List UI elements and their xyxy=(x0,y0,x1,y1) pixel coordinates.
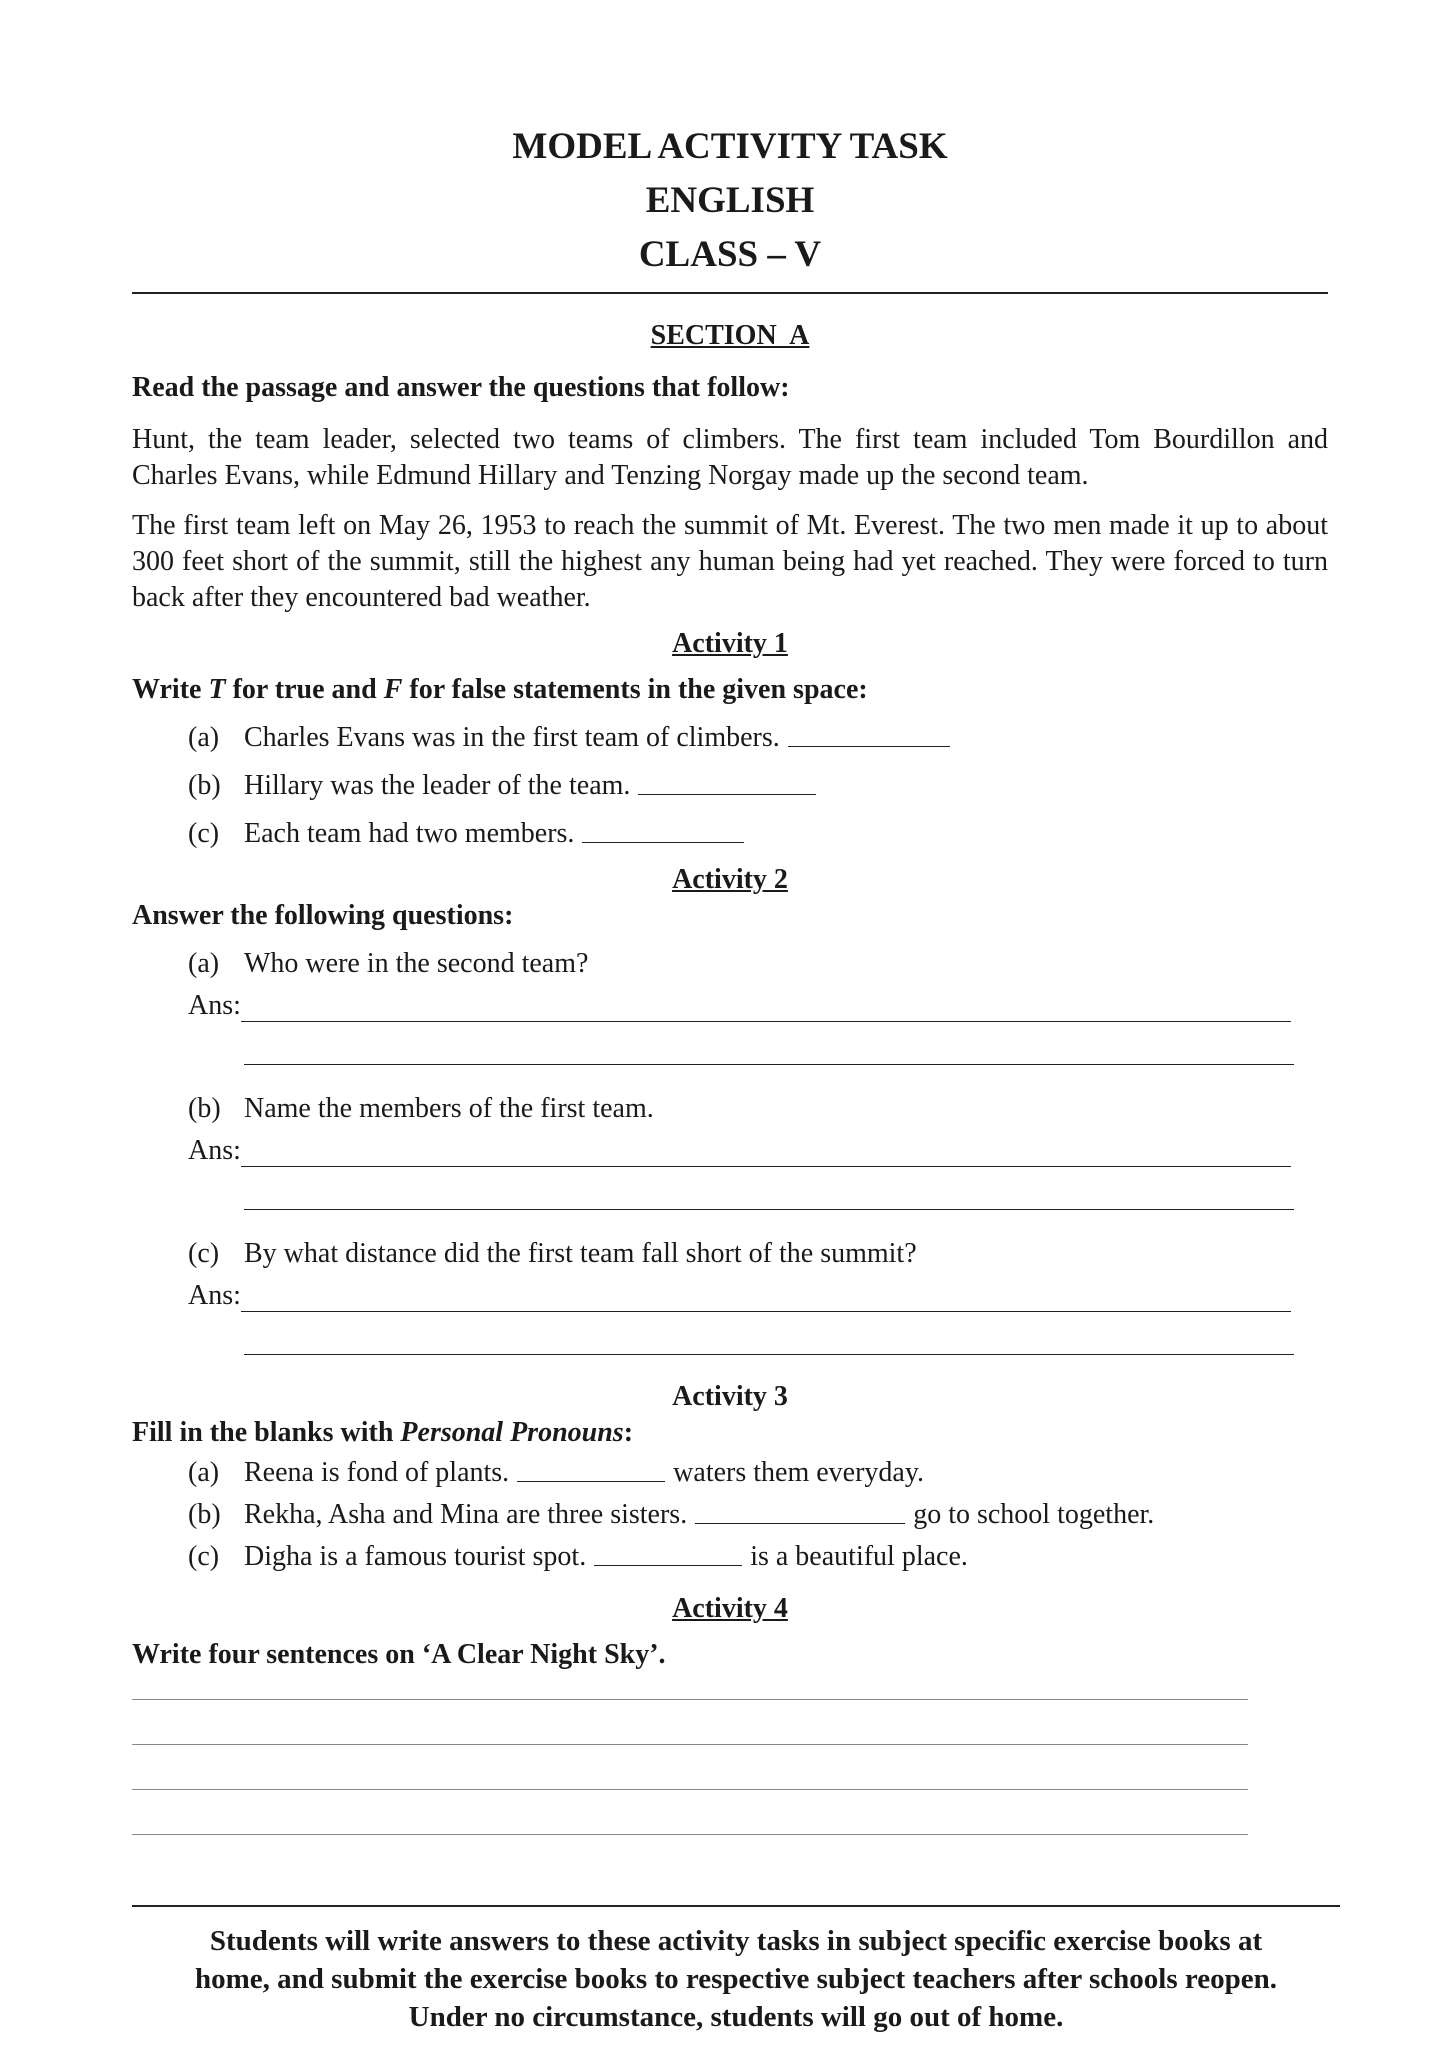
passage-instruction: Read the passage and answer the questions that follow: xyxy=(132,372,790,403)
item-label: (b) xyxy=(188,1499,221,1530)
fill-item-c xyxy=(188,1539,1328,1575)
item-label: (c) xyxy=(188,1238,220,1269)
tf-answer-blank-c[interactable] xyxy=(582,816,744,843)
pronoun-blank-b[interactable] xyxy=(695,1497,905,1524)
activity-1-instruction xyxy=(132,674,1328,706)
ans-label: Ans: xyxy=(188,1280,241,1311)
tf-item-b xyxy=(188,768,1328,804)
question-a xyxy=(188,946,1328,982)
item-text-after: waters them everyday. xyxy=(673,1457,925,1488)
item-text-after: is a beautiful place. xyxy=(750,1541,968,1572)
title-subject: ENGLISH xyxy=(645,180,815,221)
item-label: (b) xyxy=(188,1093,221,1124)
item-label: (b) xyxy=(188,770,221,801)
activity-1-heading: Activity 1 xyxy=(672,628,788,659)
pronoun-blank-c[interactable] xyxy=(594,1539,742,1566)
writing-line-2[interactable] xyxy=(132,1700,1248,1745)
title-class: CLASS – V xyxy=(638,234,822,275)
worksheet-page xyxy=(132,120,1328,1835)
fill-item-a xyxy=(188,1455,1328,1491)
item-label: (a) xyxy=(188,948,220,979)
activity-3-heading: Activity 3 xyxy=(672,1381,788,1412)
item-text-after: go to school together. xyxy=(913,1499,1155,1530)
activity-3-instruction xyxy=(132,1417,1328,1449)
tf-item-a xyxy=(188,720,1328,756)
item-label: (c) xyxy=(188,818,220,849)
answer-line-b2[interactable] xyxy=(244,1189,1294,1210)
answer-row-a xyxy=(188,990,1328,1022)
instr-personal-pronouns: Personal Pronouns xyxy=(400,1417,624,1448)
instr-text-a: Write xyxy=(132,674,209,705)
question-c xyxy=(188,1236,1328,1272)
writing-line-1[interactable] xyxy=(132,1671,1248,1700)
activity-4-instruction: Write four sentences on ‘A Clear Night Sky’. xyxy=(132,1639,666,1670)
answer-line-c1[interactable] xyxy=(241,1281,1291,1312)
activity-2-instruction: Answer the following questions: xyxy=(132,900,514,931)
ans-label: Ans: xyxy=(188,1135,241,1166)
tf-item-c xyxy=(188,816,1328,852)
answer-line-a2[interactable] xyxy=(244,1044,1294,1065)
tf-answer-blank-a[interactable] xyxy=(788,720,950,747)
passage-paragraph-1: Hunt, the team leader, selected two teams of climbers. The first team included Tom Bourdillon and Charles Evans, while Edmund Hillary and Tenzing Norgay made up the second team. xyxy=(132,424,1328,491)
instr-text-b: for true and xyxy=(225,674,384,705)
instr-text-c: for false statements in the given space: xyxy=(402,674,868,705)
footer-line-3: Under no circumstance, students will go out of home. xyxy=(408,2001,1064,2033)
footer-line-2: home, and submit the exercise books to respective subject teachers after schools reopen. xyxy=(195,1963,1277,1995)
item-text: Each team had two members. xyxy=(244,818,575,849)
item-text: Name the members of the first team. xyxy=(244,1093,654,1124)
footer-notice xyxy=(132,1922,1340,2036)
activity-4-heading: Activity 4 xyxy=(672,1593,788,1624)
writing-line-3[interactable] xyxy=(132,1745,1248,1790)
instr-true-letter: T xyxy=(208,674,226,705)
item-text: By what distance did the first team fall short of the summit? xyxy=(244,1238,917,1269)
instr-text-c: : xyxy=(623,1417,634,1448)
header-divider xyxy=(132,292,1328,294)
question-b xyxy=(188,1091,1328,1127)
ans-label: Ans: xyxy=(188,990,241,1021)
instr-text-a: Fill in the blanks with xyxy=(132,1417,401,1448)
answer-row-b xyxy=(188,1135,1328,1167)
instr-false-letter: F xyxy=(383,674,403,705)
tf-answer-blank-b[interactable] xyxy=(638,768,816,795)
item-text: Charles Evans was in the first team of climbers. xyxy=(244,722,780,753)
item-text: Hillary was the leader of the team. xyxy=(244,770,631,801)
item-text-before: Digha is a famous tourist spot. xyxy=(244,1541,587,1572)
pronoun-blank-a[interactable] xyxy=(517,1455,665,1482)
answer-row-c xyxy=(188,1280,1328,1312)
footer-divider xyxy=(132,1905,1340,1907)
answer-line-c2[interactable] xyxy=(244,1334,1294,1355)
footer-line-1: Students will write answers to these activity tasks in subject specific exercise books at xyxy=(209,1925,1263,1957)
item-text-before: Rekha, Asha and Mina are three sisters. xyxy=(244,1499,688,1530)
item-text: Who were in the second team? xyxy=(244,948,589,979)
item-text-before: Reena is fond of plants. xyxy=(244,1457,510,1488)
passage-paragraph-2: The first team left on May 26, 1953 to reach the summit of Mt. Everest. The two men made it up to about 300 feet short of the summit, still the highest any human being had yet reached. They were forced to turn back after they encountered bad weather. xyxy=(132,510,1328,613)
item-label: (a) xyxy=(188,722,220,753)
answer-line-a1[interactable] xyxy=(241,991,1291,1022)
activity-2-heading: Activity 2 xyxy=(672,864,788,895)
item-label: (a) xyxy=(188,1457,220,1488)
fill-item-b xyxy=(188,1497,1328,1533)
section-a-heading: SECTION A xyxy=(650,320,810,351)
title-model-activity: MODEL ACTIVITY TASK xyxy=(512,126,948,167)
writing-line-4[interactable] xyxy=(132,1790,1248,1835)
item-label: (c) xyxy=(188,1541,220,1572)
answer-line-b1[interactable] xyxy=(241,1136,1291,1167)
